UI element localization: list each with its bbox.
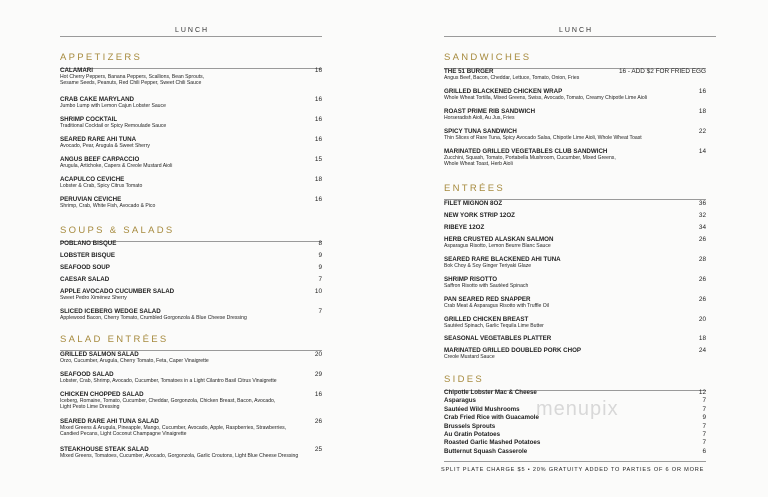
- item-name: CHICKEN CHOPPED SALAD: [60, 391, 144, 398]
- item-name: SEARED RARE AHI TUNA SALAD: [60, 418, 159, 425]
- soups-salads-item: [60, 308, 322, 321]
- item-description: Orzo, Cucumber, Arugula, Cherry Tomato, Feta, Caper Vinaigrette: [60, 358, 209, 364]
- sides-item: [444, 423, 706, 430]
- soups-salads-item: [60, 264, 322, 271]
- entrees-item: [444, 236, 706, 249]
- sides-item: [444, 439, 706, 446]
- entrees-item: [444, 276, 706, 289]
- item-price: 16: [314, 96, 322, 103]
- salad-entrees-item: [60, 371, 322, 384]
- entrees-item: [444, 200, 706, 207]
- sides-item: [444, 431, 706, 438]
- sides-title: SIDES: [444, 374, 485, 385]
- item-price: 9: [318, 264, 322, 271]
- salad-entrees-title: SALAD ENTRÉES: [60, 334, 169, 345]
- item-description: Sweet Pedro Ximénez Sherry: [60, 295, 127, 301]
- soups-salads-item: [60, 240, 322, 247]
- item-price: 7: [318, 276, 322, 283]
- item-name: PAN SEARED RED SNAPPER: [444, 296, 531, 303]
- side-price: 7: [702, 422, 706, 430]
- soups-salads-item: [60, 288, 322, 301]
- sandwiches-item: [444, 108, 706, 121]
- appetizers-item: [60, 196, 322, 209]
- item-price: 26: [698, 236, 706, 243]
- entrees-item: [444, 224, 706, 231]
- side-price: 7: [702, 439, 706, 447]
- item-description: Saffron Risotto with Sautéed Spinach: [444, 283, 529, 289]
- item-name: PERUVIAN CEVICHE: [60, 196, 122, 203]
- entrees-item: [444, 256, 706, 269]
- item-description: Whole Wheat Tortilla, Mixed Greens, Swiss, Avocado, Tomato, Creamy Chipotle Lime Aioli: [444, 95, 647, 101]
- item-description: Asparagus Risotto, Lemon Beurre Blanc Sauce: [444, 243, 551, 249]
- item-name: CAESAR SALAD: [60, 276, 110, 283]
- side-name: Asparagus: [444, 397, 476, 405]
- side-price: 6: [702, 447, 706, 455]
- item-description: Avocado, Pear, Arugula & Sweet Sherry: [60, 143, 150, 149]
- entrees-item: [444, 347, 706, 360]
- appetizers-item: [60, 116, 322, 129]
- item-description: Lobster & Crab, Spicy Citrus Tomato: [60, 183, 143, 189]
- side-name: Butternut Squash Casserole: [444, 447, 528, 455]
- soups-salads-item: [60, 276, 322, 283]
- item-name: SPICY TUNA SANDWICH: [444, 128, 517, 135]
- item-description: Arugula, Artichoke, Capers & Creole Mustard Aioli: [60, 163, 173, 169]
- side-name: Chipotle Lobster Mac & Cheese: [444, 389, 537, 396]
- item-price: 18: [698, 108, 706, 115]
- sandwiches-item: [444, 88, 706, 101]
- item-name: GRILLED BLACKENED CHICKEN WRAP: [444, 88, 563, 95]
- item-price: 7: [318, 308, 322, 315]
- item-description: Mixed Greens & Arugula, Pineapple, Mango, Cucumber, Avocado, Apple, Raspberries, Strawberries,: [60, 425, 287, 431]
- sides-item: [444, 389, 706, 396]
- item-price: 24: [698, 347, 706, 354]
- appetizers-item: [60, 156, 322, 169]
- item-price: 14: [698, 148, 706, 155]
- header-rule: [60, 36, 322, 37]
- side-price: 7: [702, 405, 706, 413]
- page-header: [384, 27, 768, 34]
- item-description: Horseradish Aioli, Au Jus, Fries: [444, 115, 515, 121]
- item-price: 20: [314, 351, 322, 358]
- salad-entrees-item: [60, 418, 322, 438]
- item-price: 18: [698, 335, 706, 342]
- item-description: Bok Choy & Soy Ginger Teriyaki Glaze: [444, 263, 532, 269]
- item-name: CALAMARI: [60, 67, 93, 74]
- item-description: Whole Wheat Toast, Herb Aioli: [444, 161, 513, 168]
- salad-entrees-item: [60, 446, 322, 459]
- item-price: 16: [698, 88, 706, 95]
- item-price: 16: [314, 67, 322, 74]
- sandwiches-title: SANDWICHES: [444, 52, 532, 63]
- item-name: ACAPULCO CEVICHE: [60, 176, 125, 183]
- item-description: Mixed Greens, Tomatoes, Cucumber, Avocado, Gorgonzola, Garlic Croutons, Light Blue Cheese Dressing: [60, 453, 299, 459]
- item-name: CRAB CAKE MARYLAND: [60, 96, 135, 103]
- header-rule: [444, 36, 716, 37]
- item-price: 16: [314, 116, 322, 123]
- item-name: GRILLED CHICKEN BREAST: [444, 316, 529, 323]
- item-name: NEW YORK STRIP 12OZ: [444, 212, 515, 219]
- item-description: Shrimp, Crab, White Fish, Avocado & Pico: [60, 203, 156, 209]
- item-name: FILET MIGNON 8OZ: [444, 200, 503, 207]
- item-price: 34: [698, 224, 706, 231]
- salad-entrees-item: [60, 391, 322, 411]
- item-description: Zucchini, Squash, Tomato, Portabella Mushroom, Cucumber, Mixed Greens,: [444, 155, 616, 161]
- entrees-item: [444, 296, 706, 309]
- item-price: 9: [318, 252, 322, 259]
- item-price: 10: [314, 288, 322, 295]
- sandwiches-item: [444, 128, 706, 141]
- appetizers-title: APPETIZERS: [60, 52, 143, 63]
- page-header: [0, 27, 384, 34]
- soups-salads-title: SOUPS & SALADS: [60, 225, 175, 236]
- item-price: 26: [314, 418, 322, 425]
- item-name: SEARED RARE AHI TUNA: [60, 136, 137, 143]
- side-price: 7: [702, 397, 706, 405]
- item-description: Thin Slices of Rare Tuna, Spicy Avocado Salsa, Chipotle Lime Aioli, Whole Wheat Toast: [444, 135, 642, 141]
- item-price: 15: [314, 156, 322, 163]
- item-description: Iceberg, Romaine, Tomato, Cucumber, Cheddar, Gorgonzola, Chicken Breast, Bacon, Avocado,: [60, 398, 276, 404]
- side-name: Brussels Sprouts: [444, 422, 496, 430]
- item-name: THE 51 BURGER: [444, 68, 494, 75]
- item-description: Candied Pecans, Light Coconut Champagne Vinaigrette: [60, 431, 187, 438]
- item-name: POBLANO BISQUE: [60, 240, 117, 247]
- item-name: MARINATED GRILLED VEGETABLES CLUB SANDWICH: [444, 148, 608, 155]
- appetizers-item: [60, 67, 322, 87]
- footer-rule: [444, 461, 706, 462]
- lunch-label: LUNCH: [551, 27, 601, 34]
- item-name: SEARED RARE BLACKENED AHI TUNA: [444, 256, 561, 263]
- item-price: 16: [314, 136, 322, 143]
- side-price: 12: [698, 389, 706, 396]
- item-name: GRILLED SALMON SALAD: [60, 351, 139, 358]
- item-price: 18: [314, 176, 322, 183]
- item-price: 32: [698, 212, 706, 219]
- lunch-label: LUNCH: [167, 27, 217, 34]
- item-name: STEAKHOUSE STEAK SALAD: [60, 446, 149, 453]
- item-price: 16 - ADD $2 FOR FRIED EGG: [618, 68, 706, 75]
- entrees-title: ENTRÉES: [444, 183, 505, 194]
- item-price: 16: [314, 196, 322, 203]
- item-price: 22: [698, 128, 706, 135]
- item-name: SHRIMP COCKTAIL: [60, 116, 118, 123]
- item-name: APPLE AVOCADO CUCUMBER SALAD: [60, 288, 175, 295]
- item-description: Light Pesto Lime Dressing: [60, 404, 120, 411]
- item-description: Applewood Bacon, Cherry Tomato, Crumbled Gorgonzola & Blue Cheese Dressing: [60, 315, 247, 321]
- item-price: 20: [698, 316, 706, 323]
- item-description: Creole Mustard Sauce: [444, 354, 495, 360]
- item-price: 25: [314, 446, 322, 453]
- appetizers-item: [60, 176, 322, 189]
- item-price: 28: [698, 256, 706, 263]
- item-description: Crab Meat & Asparagus Risotto with Truffle Oil: [444, 303, 549, 309]
- entrees-item: [444, 316, 706, 329]
- menupix-watermark: menupix: [536, 398, 619, 420]
- item-name: SHRIMP RISOTTO: [444, 276, 498, 283]
- item-description: Angus Beef, Bacon, Cheddar, Lettuce, Tomato, Onion, Fries: [444, 75, 580, 81]
- item-name: SEASONAL VEGETABLES PLATTER: [444, 335, 552, 342]
- entrees-item: [444, 335, 706, 342]
- side-name: Au Gratin Potatoes: [444, 431, 501, 438]
- sides-item: [444, 448, 706, 455]
- item-name: MARINATED GRILLED DOUBLED PORK CHOP: [444, 347, 582, 354]
- item-description: Sautéed Spinach, Garlic Tequila Lime Butter: [444, 323, 544, 329]
- item-name: SLICED ICEBERG WEDGE SALAD: [60, 308, 161, 315]
- item-description: Sesame Seeds, Peanuts, Red Chili Pepper, Sweet Chili Sauce: [60, 80, 202, 87]
- item-name: RIBEYE 12OZ: [444, 224, 485, 231]
- item-description: Jumbo Lump with Lemon Cajun Lobster Sauce: [60, 103, 166, 109]
- item-description: Lobster, Crab, Shrimp, Avocado, Cucumber, Tomatoes in a Light Cilantro Basil Citrus Vinaigrette: [60, 378, 277, 384]
- appetizers-item: [60, 96, 322, 109]
- item-price: 16: [314, 391, 322, 398]
- sandwiches-item: [444, 68, 706, 81]
- item-price: 8: [318, 240, 322, 247]
- entrees-item: [444, 212, 706, 219]
- item-name: ANGUS BEEF CARPACCIO: [60, 156, 140, 163]
- item-name: SEAFOOD SALAD: [60, 371, 114, 378]
- salad-entrees-item: [60, 351, 322, 364]
- side-name: Crab Fried Rice with Guacamole: [444, 414, 539, 422]
- sandwiches-item: [444, 148, 706, 168]
- item-name: HERB CRUSTED ALASKAN SALMON: [444, 236, 554, 243]
- side-name: Roasted Garlic Mashed Potatoes: [444, 439, 541, 447]
- appetizers-item: [60, 136, 322, 149]
- side-price: 7: [702, 431, 706, 438]
- item-description: Hot Cherry Peppers, Banana Peppers, Scallions, Bean Sprouts,: [60, 74, 205, 80]
- soups-salads-item: [60, 252, 322, 259]
- item-price: 36: [698, 200, 706, 207]
- item-price: 29: [314, 371, 322, 378]
- item-price: 26: [698, 276, 706, 283]
- item-name: SEAFOOD SOUP: [60, 264, 110, 271]
- side-price: 9: [702, 414, 706, 422]
- side-name: Sautéed Wild Mushrooms: [444, 405, 520, 413]
- item-name: LOBSTER BISQUE: [60, 252, 116, 259]
- item-price: 26: [698, 296, 706, 303]
- item-description: Traditional Cocktail or Spicy Remoulade Sauce: [60, 123, 167, 129]
- footer-note: SPLIT PLATE CHARGE $5 • 20% GRATUITY ADDED TO PARTIES OF 6 OR MORE: [441, 467, 705, 473]
- item-name: ROAST PRIME RIB SANDWICH: [444, 108, 536, 115]
